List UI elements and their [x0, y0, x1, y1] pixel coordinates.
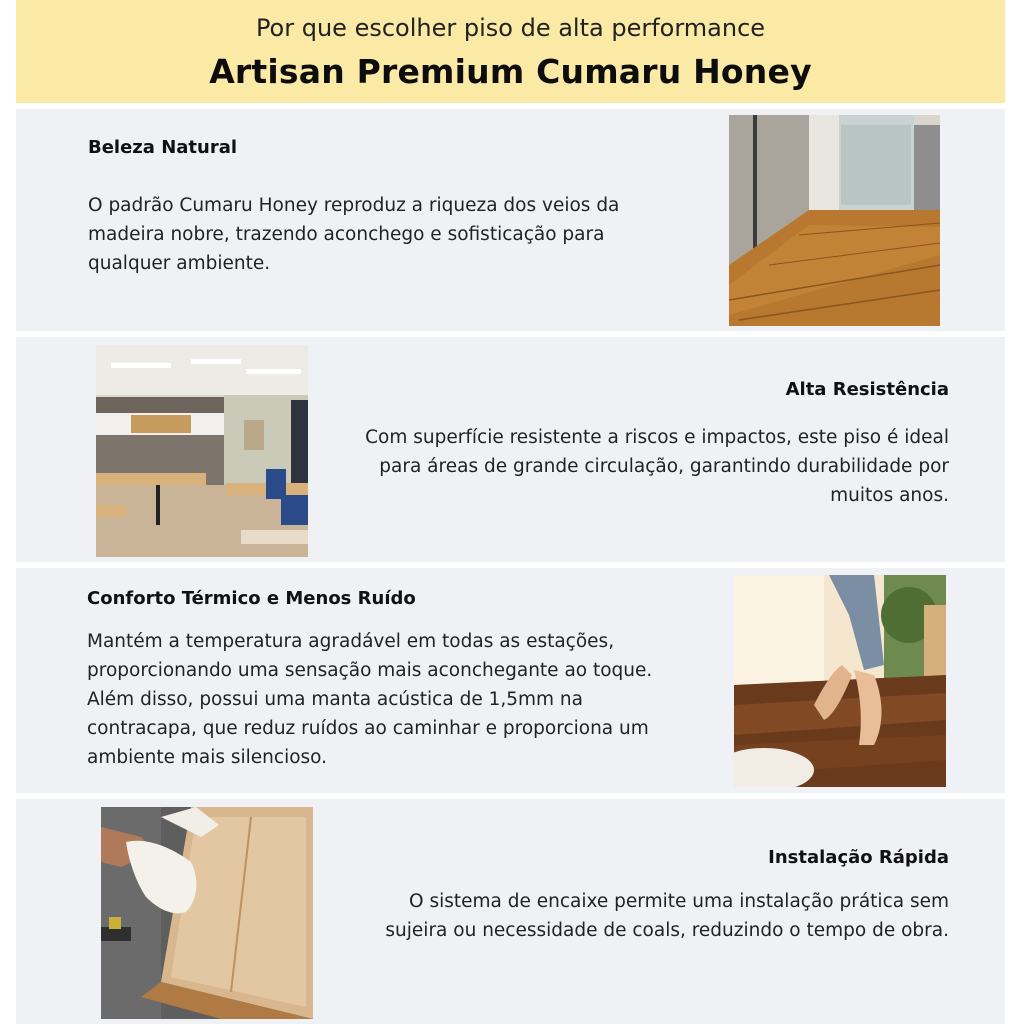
section-conforto-termico — [16, 568, 1005, 793]
section-instalacao-rapida — [16, 799, 1005, 1024]
section-beleza-natural — [16, 109, 1005, 331]
installation-photo — [101, 807, 313, 1019]
section-heading: Alta Resistência — [785, 379, 949, 400]
section-body: Com superfície resistente a riscos e impactos, este piso é ideal para áreas de grande circulação, garantindo durabilidade por muitos anos. — [365, 427, 949, 506]
section-body: Mantém a temperatura agradável em todas as estações, proporcionando uma sensação mais aconchegante ao toque. Além disso, possui uma manta acústica de 1,5mm na contracapa, que reduz ruídos ao caminhar e proporciona um ambiente mais silencioso. — [87, 631, 653, 768]
page-title: Artisan Premium Cumaru Honey — [209, 52, 812, 91]
section-heading: Instalação Rápida — [768, 847, 949, 868]
section-body: O sistema de encaixe permite uma instalação prática sem sujeira ou necessidade de coals, reduzindo o tempo de obra. — [385, 891, 949, 941]
section-body: O padrão Cumaru Honey reproduz a riqueza dos veios da madeira nobre, trazendo aconchego e sofisticação para qualquer ambiente. — [88, 195, 620, 274]
header-subtitle: Por que escolher piso de alta performance — [255, 14, 766, 42]
page-header — [16, 0, 1005, 103]
section-heading: Conforto Térmico e Menos Ruído — [87, 588, 416, 609]
hallway-floor-photo — [729, 115, 940, 326]
barefoot-walking-photo — [734, 575, 946, 787]
section-alta-resistencia — [16, 337, 1005, 562]
section-heading: Beleza Natural — [88, 137, 238, 158]
office-photo — [96, 345, 308, 557]
